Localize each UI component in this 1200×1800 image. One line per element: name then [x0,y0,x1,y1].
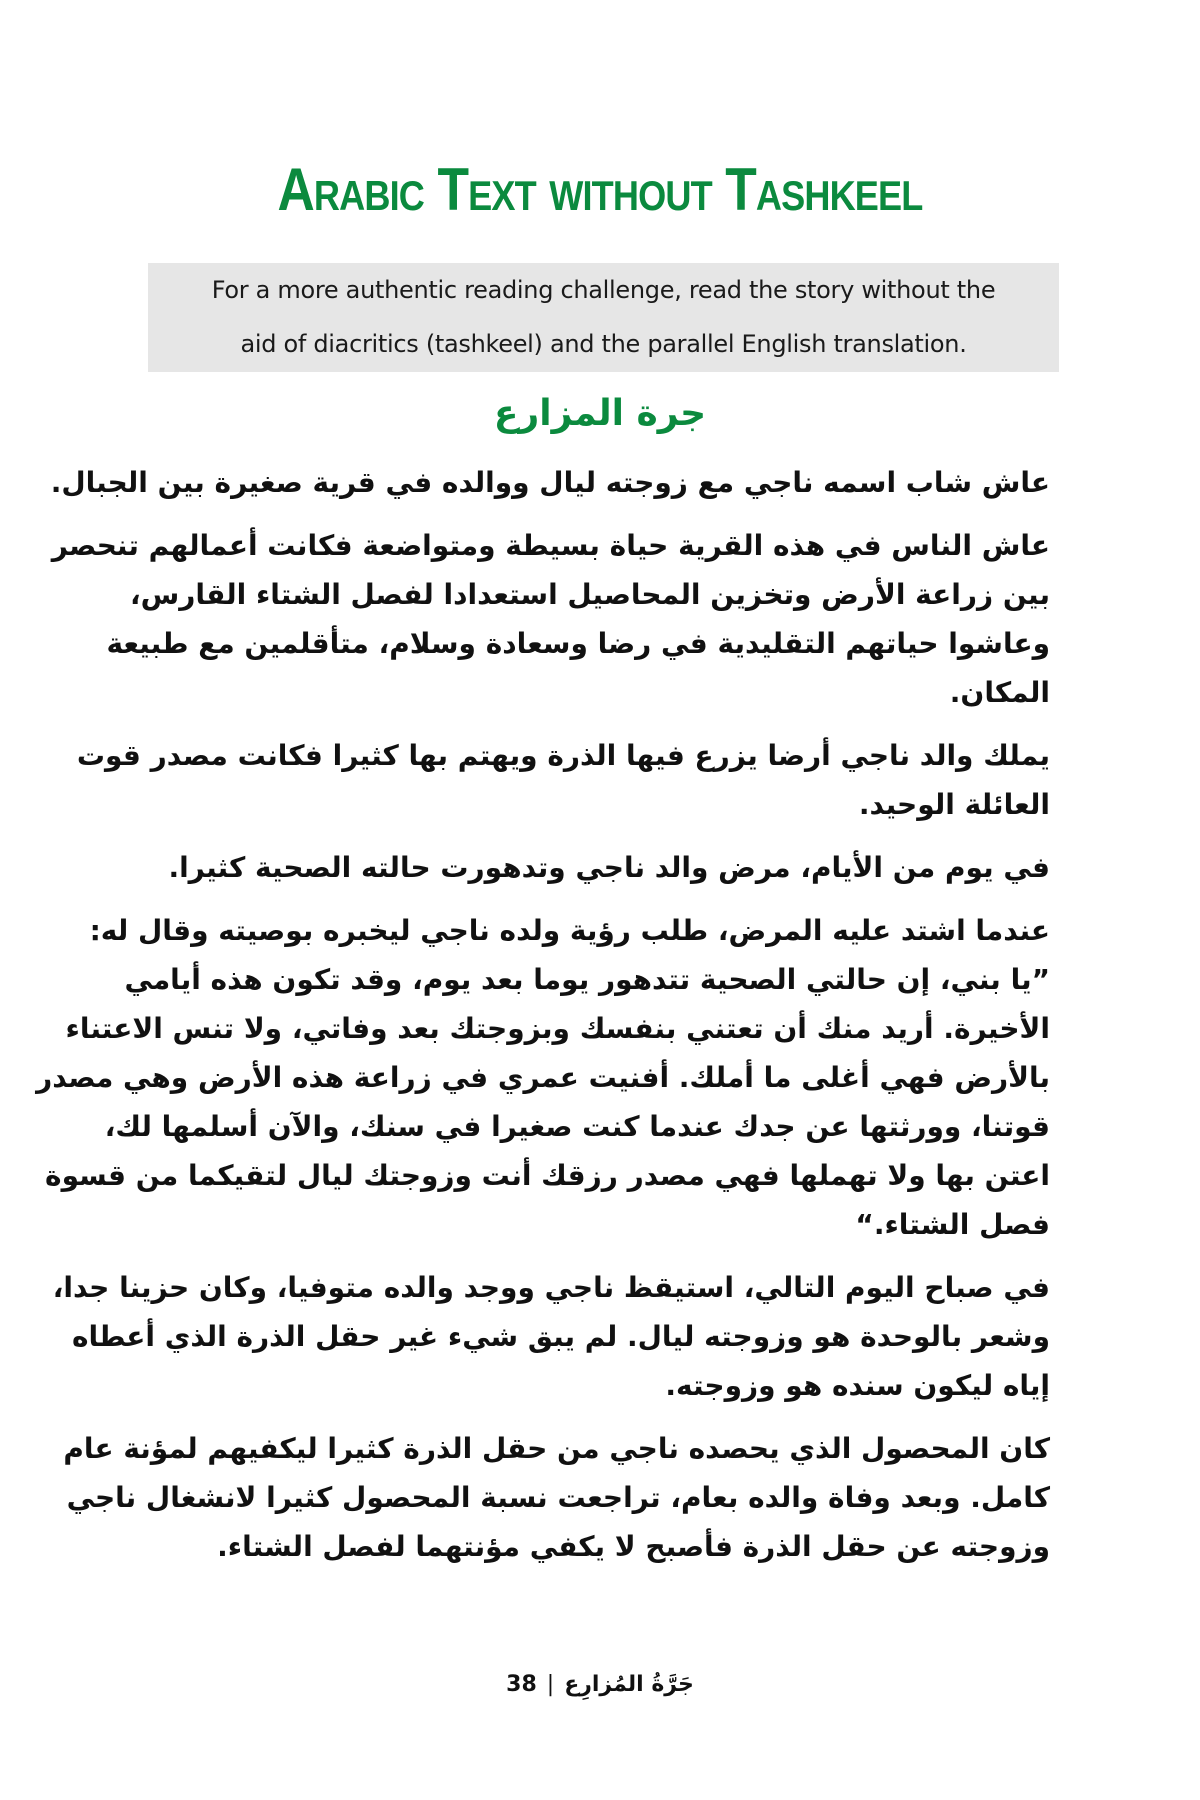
story-line: وعاشوا حياتهم التقليدية في رضا وسعادة وسلام، متأقلمين مع طبيعة [106,627,1050,660]
story-title: جرة المزارع [493,393,707,434]
note-line: aid of diacritics (tashkeel) and the parallel English translation. [240,330,967,358]
note-line: For a more authentic reading challenge, read the story without the [211,276,996,304]
story-line: بين زراعة الأرض وتخزين المحاصيل استعدادا لفصل الشتاء القارس، [130,578,1050,611]
footer-book-title: جَرَّةُ المُزارِع [564,1672,694,1697]
story-line: وزوجته عن حقل الذرة فأصبح لا يكفي مؤنتهما لفصل الشتاء. [217,1530,1050,1563]
story-line: ”يا بني، إن حالتي الصحية تتدهور يوما بعد يوم، وقد تكون هذه أيامي [124,963,1050,996]
story-body [36,458,1050,1585]
story-paragraph [50,458,1050,507]
story-paragraph [36,906,1050,1249]
story-line: المكان. [949,676,1050,709]
page-footer [0,1665,1200,1705]
story-line: العائلة الوحيد. [858,788,1050,821]
story-line: بالأرض فهي أغلى ما أملك. أفنيت عمري في زراعة هذه الأرض وهي مصدر [36,1061,1050,1094]
story-line: يملك والد ناجي أرضا يزرع فيها الذرة ويهتم بها كثيرا فكانت مصدر قوت [76,739,1050,772]
story-line: عاش شاب اسمه ناجي مع زوجته ليال ووالده في قرية صغيرة بين الجبال. [50,466,1050,499]
story-paragraph [150,843,1050,892]
story-paragraph [63,1424,1050,1571]
story-line: كامل. وبعد وفاة والده بعام، تراجعت نسبة المحصول كثيرا لانشغال ناجي [66,1481,1050,1514]
page-title: Arabic Text without Tashkeel [277,156,923,223]
story-line: الأخيرة. أريد منك أن تعتني بنفسك وبزوجتك بعد وفاتي، ولا تنس الاعتناء [65,1012,1050,1045]
story-line: فصل الشتاء.“ [855,1208,1050,1241]
story-line: وشعر بالوحدة هو وزوجته ليال. لم يبق شيء غير حقل الذرة الذي أعطاه [71,1320,1050,1353]
story-line: إياه ليكون سنده هو وزوجته. [665,1369,1050,1402]
story-line: عاش الناس في هذه القرية حياة بسيطة ومتواضعة فكانت أعمالهم تنحصر [51,529,1050,562]
story-line: في يوم من الأيام، مرض والد ناجي وتدهورت حالته الصحية كثيرا. [168,851,1050,884]
story-line: قوتنا، وورثتها عن جدك عندما كنت صغيرا في سنك، والآن أسلمها لك، [104,1110,1050,1143]
story-line: اعتن بها ولا تهملها فهي مصدر رزقك أنت وزوجتك ليال لتقيكما من قسوة [45,1159,1050,1192]
story-paragraph [51,521,1050,717]
instruction-note [148,263,1059,372]
story-line: في صباح اليوم التالي، استيقظ ناجي ووجد والده متوفيا، وكان حزينا جدا، [52,1271,1050,1304]
page-number: 38 [506,1672,537,1697]
footer-separator: | [546,1672,555,1697]
story-line: عندما اشتد عليه المرض، طلب رؤية ولده ناجي ليخبره بوصيته وقال له: [89,914,1050,947]
story-paragraph [52,1263,1050,1410]
story-line: كان المحصول الذي يحصده ناجي من حقل الذرة كثيرا ليكفيهم لمؤنة عام [63,1432,1050,1465]
story-paragraph [76,731,1050,829]
